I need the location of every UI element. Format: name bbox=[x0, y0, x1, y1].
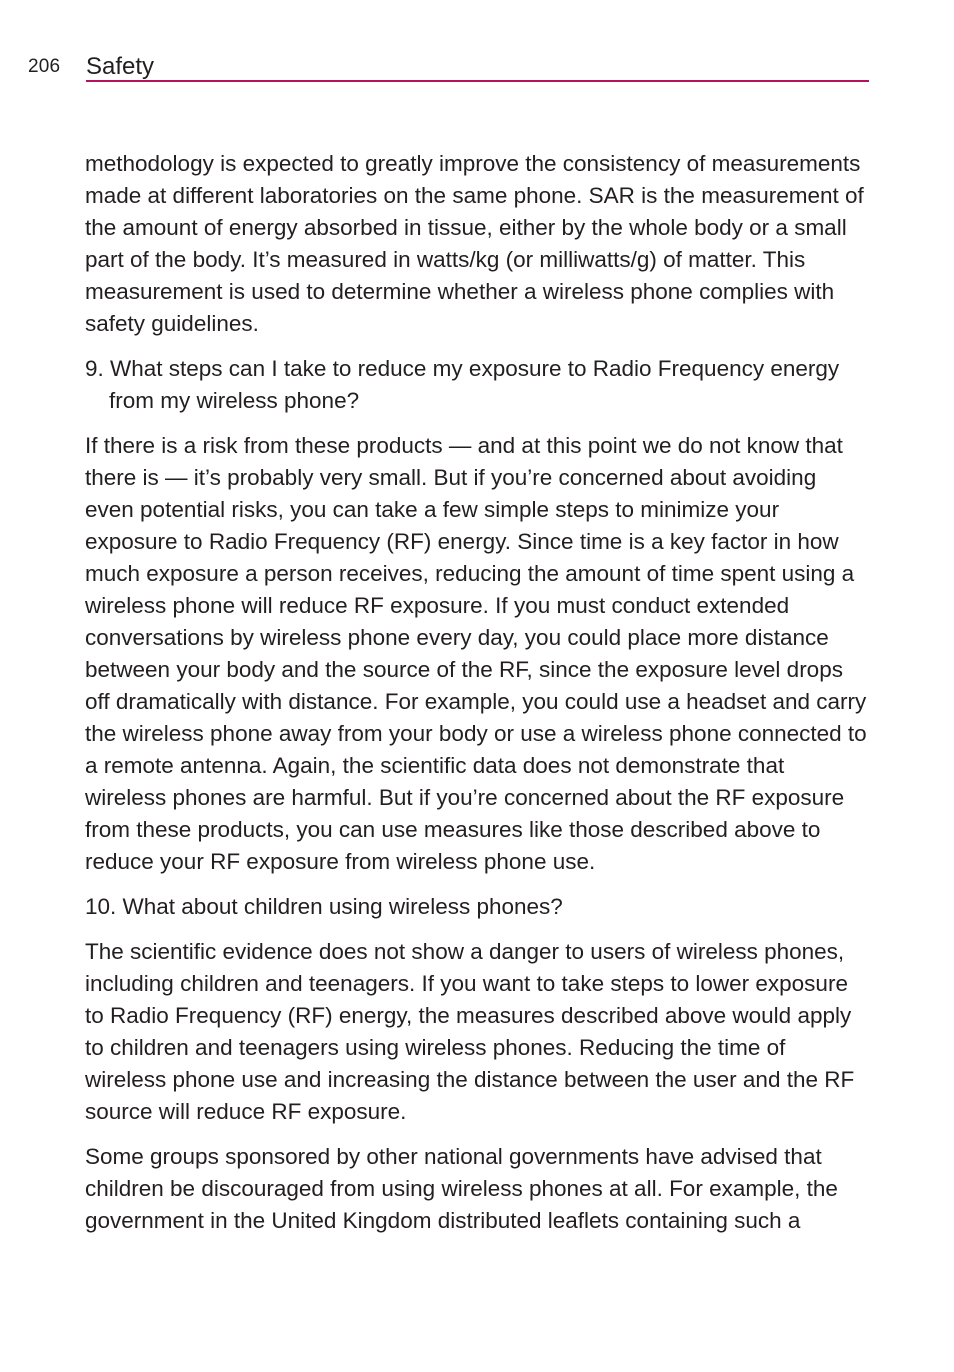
question-9: 9. What steps can I take to reduce my exposure to Radio Frequency energy from my wireless phone? bbox=[85, 356, 840, 413]
question-10: 10. What about children using wireless phones? bbox=[85, 894, 563, 919]
paragraph-national-governments: Some groups sponsored by other national governments have advised that children be discouraged from using wireless phones at all. For example, the government in the United Kingdom distributed leaflets containing such a bbox=[85, 1144, 838, 1233]
section-title: Safety bbox=[86, 53, 155, 80]
paragraph-children-evidence: The scientific evidence does not show a danger to users of wireless phones, including children and teenagers. If you want to take steps to lower exposure to Radio Frequency (RF) energy, the measures described above would apply to children and teenagers using wireless phones. Reducing the time of wireless phone use and increasing the distance between the user and the RF source will reduce RF exposure. bbox=[85, 939, 855, 1124]
page-number: 206 bbox=[28, 56, 61, 77]
paragraph-reduce-exposure: If there is a risk from these products — and at this point we do not know that there is — it’s probably very small. But if you’re concerned about avoiding even potential risks, you can take a few simple steps to minimize your exposure to Radio Frequency (RF) energy. Since time is a key factor in how much exposure a person receives, reducing the amount of time spent using a wireless phone will reduce RF exposure. If you must conduct extended conversations by wireless phone every day, you could place more distance between your body and the source of the RF, since the exposure level drops off dramatically with distance. For example, you could use a headset and carry the wireless phone away from your body or use a wireless phone connected to a remote antenna. Again, the scientific data does not demonstrate that wireless phones are harmful. But if you’re concerned about the RF exposure from these products, you can use measures like those described above to reduce your RF exposure from wireless phone use. bbox=[85, 433, 867, 874]
header-divider bbox=[86, 80, 869, 82]
page-body bbox=[85, 148, 871, 1250]
page-header bbox=[0, 0, 954, 90]
paragraph-sar-definition: methodology is expected to greatly improve the consistency of measurements made at different laboratories on the same phone. SAR is the measurement of the amount of energy absorbed in tissue, either by the whole body or a small part of the body. It’s measured in watts/kg (or milliwatts/g) of matter. This measurement is used to determine whether a wireless phone complies with safety guidelines. bbox=[85, 151, 864, 336]
